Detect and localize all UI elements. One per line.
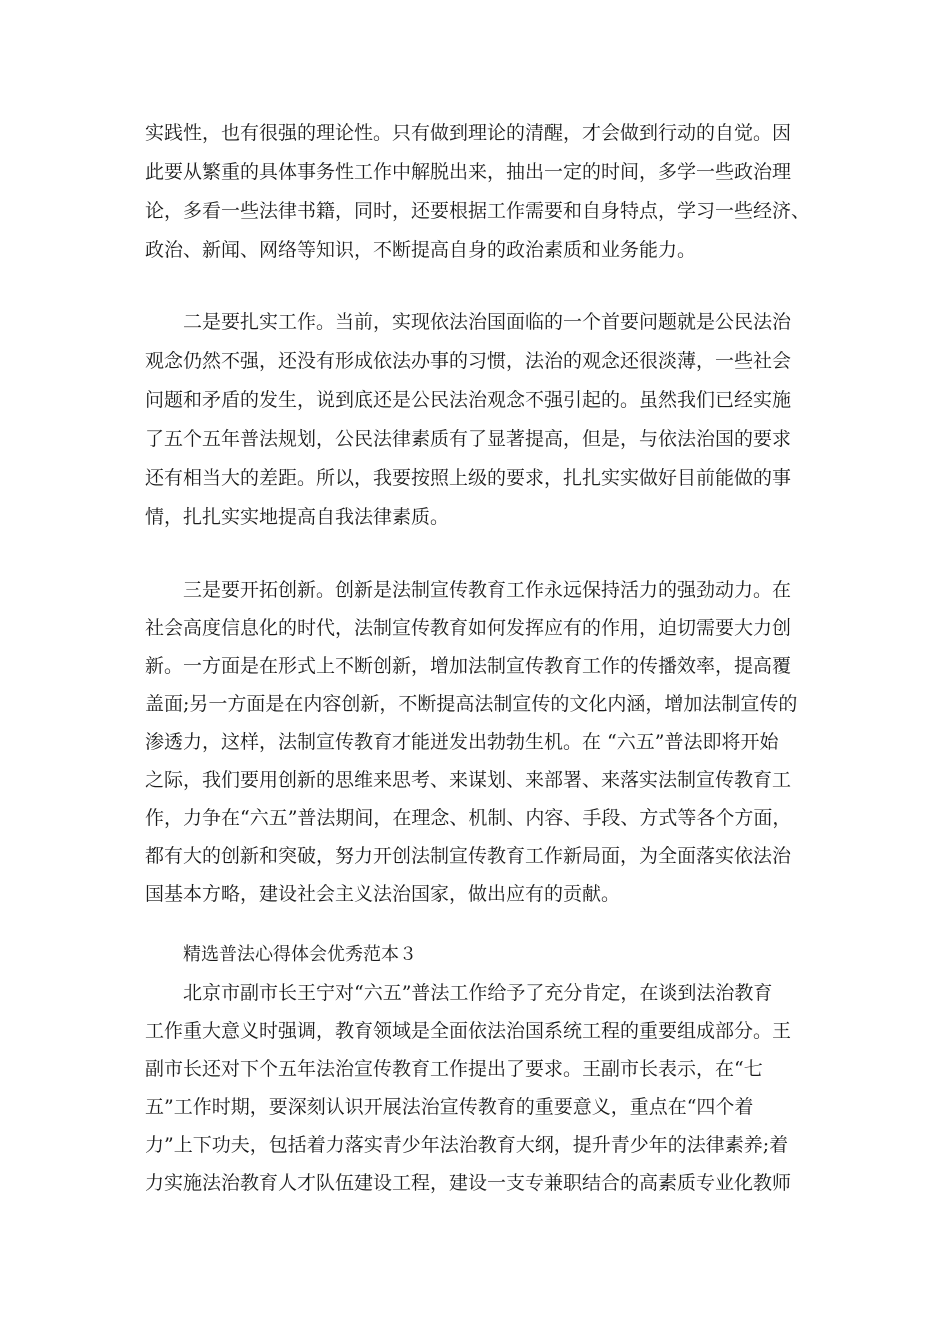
paragraph-3-line-7: 作，力争在“六五”普法期间，在理念、机制、内容、手段、方式等各个方面， xyxy=(145,807,792,829)
paragraph-2-line-4: 了五个五年普法规划，公民法律素质有了显著提高，但是，与依法治国的要求 xyxy=(145,428,792,450)
paragraph-4-line-4: 五”工作时期，要深刻认识开展法治宣传教育的重要意义，重点在“四个着 xyxy=(145,1096,754,1118)
section-heading: 精选普法心得体会优秀范本３ xyxy=(183,944,417,965)
paragraph-2-line-6: 情，扎扎实实地提高自我法律素质。 xyxy=(145,506,450,528)
paragraph-4-line-1: 北京市副市长王宁对“六五”普法工作给予了充分肯定，在谈到法治教育 xyxy=(183,982,773,1004)
paragraph-4-line-3: 副市长还对下个五年法治宣传教育工作提出了要求。王副市长表示，在“七 xyxy=(145,1058,763,1080)
paragraph-4-line-6: 力实施法治教育人才队伍建设工程，建设一支专兼职结合的高素质专业化教师 xyxy=(145,1172,792,1194)
paragraph-3-line-8: 都有大的创新和突破，努力开创法制宣传教育工作新局面，为全面落实依法治 xyxy=(145,845,792,867)
paragraph-1-line-1: 实践性，也有很强的理论性。只有做到理论的清醒，才会做到行动的自觉。因 xyxy=(145,122,792,144)
paragraph-1-line-3: 论，多看一些法律书籍，同时，还要根据工作需要和自身特点，学习一些经济、 xyxy=(145,200,811,222)
paragraph-3-line-3: 新。一方面是在形式上不断创新，增加法制宣传教育工作的传播效率，提高覆 xyxy=(145,655,792,677)
paragraph-3-line-4: 盖面;另一方面是在内容创新，不断提高法制宣传的文化内涵，增加法制宣传的 xyxy=(145,693,798,715)
paragraph-4-line-5: 力”上下功夫，包括着力落实青少年法治教育大纲，提升青少年的法律素养;着 xyxy=(145,1134,789,1156)
paragraph-3-line-9: 国基本方略，建设社会主义法治国家，做出应有的贡献。 xyxy=(145,883,621,905)
paragraph-3-line-2: 社会高度信息化的时代，法制宣传教育如何发挥应有的作用，迫切需要大力创 xyxy=(145,617,792,639)
paragraph-1-line-4: 政治、新闻、网络等知识，不断提高自身的政治素质和业务能力。 xyxy=(145,239,697,261)
paragraph-2-line-5: 还有相当大的差距。所以，我要按照上级的要求，扎扎实实做好目前能做的事 xyxy=(145,467,792,489)
paragraph-2-line-1: 二是要扎实工作。当前，实现依法治国面临的一个首要问题就是公民法治 xyxy=(183,311,792,333)
paragraph-2-line-3: 问题和矛盾的发生，说到底还是公民法治观念不强引起的。虽然我们已经实施 xyxy=(145,389,792,411)
paragraph-4-line-2: 工作重大意义时强调，教育领域是全面依法治国系统工程的重要组成部分。王 xyxy=(145,1020,792,1042)
paragraph-2-line-2: 观念仍然不强，还没有形成依法办事的习惯，法治的观念还很淡薄，一些社会 xyxy=(145,350,792,372)
paragraph-3-line-6: 之际，我们要用创新的思维来思考、来谋划、来部署、来落实法制宣传教育工 xyxy=(145,769,792,791)
paragraph-3-line-1: 三是要开拓创新。创新是法制宣传教育工作永远保持活力的强劲动力。在 xyxy=(183,579,792,601)
paragraph-3-line-5: 渗透力，这样，法制宣传教育才能迸发出勃勃生机。在 “六五”普法即将开始 xyxy=(145,731,779,753)
paragraph-1-line-2: 此要从繁重的具体事务性工作中解脱出来，抽出一定的时间，多学一些政治理 xyxy=(145,161,792,183)
